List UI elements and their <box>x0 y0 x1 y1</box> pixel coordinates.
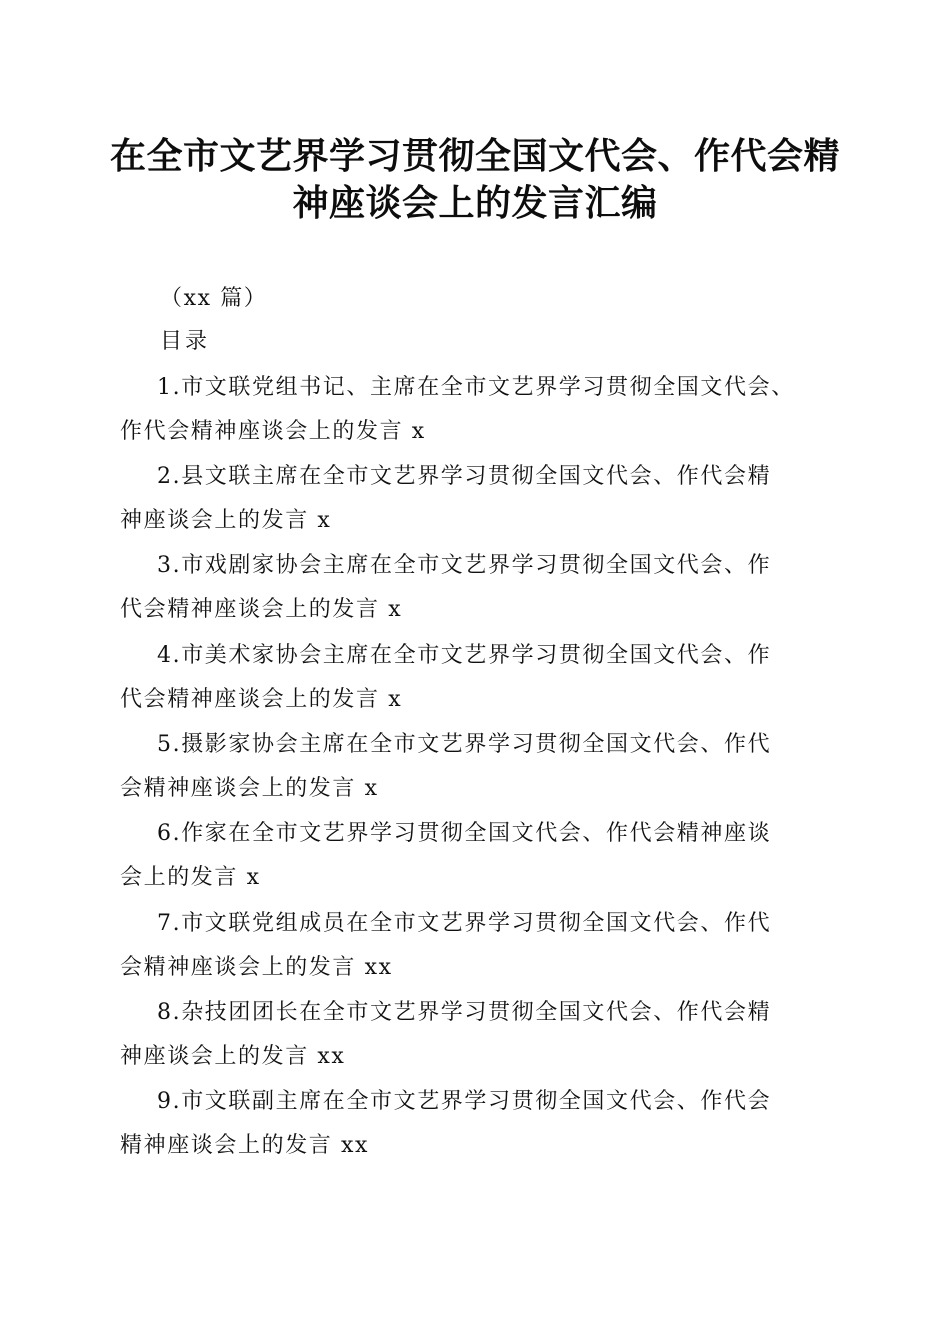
toc-item-line-2: 代会精神座谈会上的发言 x <box>120 687 403 712</box>
toc-item-line-1: 5.摄影家协会主席在全市文艺界学习贯彻全国文代会、作代 <box>157 732 772 757</box>
toc-item-line-1: 8.杂技团团长在全市文艺界学习贯彻全国文代会、作代会精 <box>157 1000 772 1025</box>
toc-item-line-1: 6.作家在全市文艺界学习贯彻全国文代会、作代会精神座谈 <box>157 821 772 846</box>
toc-item-line-2: 会精神座谈会上的发言 x <box>120 776 379 801</box>
toc-item-9[interactable] <box>0 1080 950 1170</box>
toc-item-6[interactable] <box>0 812 950 902</box>
toc-item-line-1: 1.市文联党组书记、主席在全市文艺界学习贯彻全国文代会、 <box>157 375 795 400</box>
toc-item-line-1: 7.市文联党组成员在全市文艺界学习贯彻全国文代会、作代 <box>157 911 772 936</box>
article-count-note: （xx 篇） <box>160 286 268 311</box>
document-title <box>100 133 850 227</box>
toc-item-line-1: 9.市文联副主席在全市文艺界学习贯彻全国文代会、作代会 <box>157 1089 772 1114</box>
toc-item-line-2: 代会精神座谈会上的发言 x <box>120 597 403 622</box>
toc-item-line-1: 3.市戏剧家协会主席在全市文艺界学习贯彻全国文代会、作 <box>157 553 772 578</box>
toc-item-line-2: 会上的发言 x <box>120 865 261 890</box>
toc-item-line-2: 精神座谈会上的发言 xx <box>120 1133 370 1158</box>
title-line-2: 神座谈会上的发言汇编 <box>292 182 658 224</box>
toc-item-line-1: 2.县文联主席在全市文艺界学习贯彻全国文代会、作代会精 <box>157 464 772 489</box>
toc-item-line-2: 会精神座谈会上的发言 xx <box>120 955 393 980</box>
toc-item-line-2: 作代会精神座谈会上的发言 x <box>120 419 426 444</box>
toc-item-line-2: 神座谈会上的发言 xx <box>120 1044 346 1069</box>
toc-item-line-2: 神座谈会上的发言 x <box>120 508 332 533</box>
toc-item-5[interactable] <box>0 723 950 813</box>
toc-item-4[interactable] <box>0 634 950 724</box>
toc-item-line-1: 4.市美术家协会主席在全市文艺界学习贯彻全国文代会、作 <box>157 643 772 668</box>
toc-heading: 目录 <box>160 329 211 354</box>
toc-item-7[interactable] <box>0 902 950 992</box>
toc-item-8[interactable] <box>0 991 950 1081</box>
toc-item-2[interactable] <box>0 455 950 545</box>
toc-item-3[interactable] <box>0 544 950 634</box>
title-line-1: 在全市文艺界学习贯彻全国文代会、作代会精 <box>109 135 840 177</box>
toc-item-1[interactable] <box>0 366 950 456</box>
